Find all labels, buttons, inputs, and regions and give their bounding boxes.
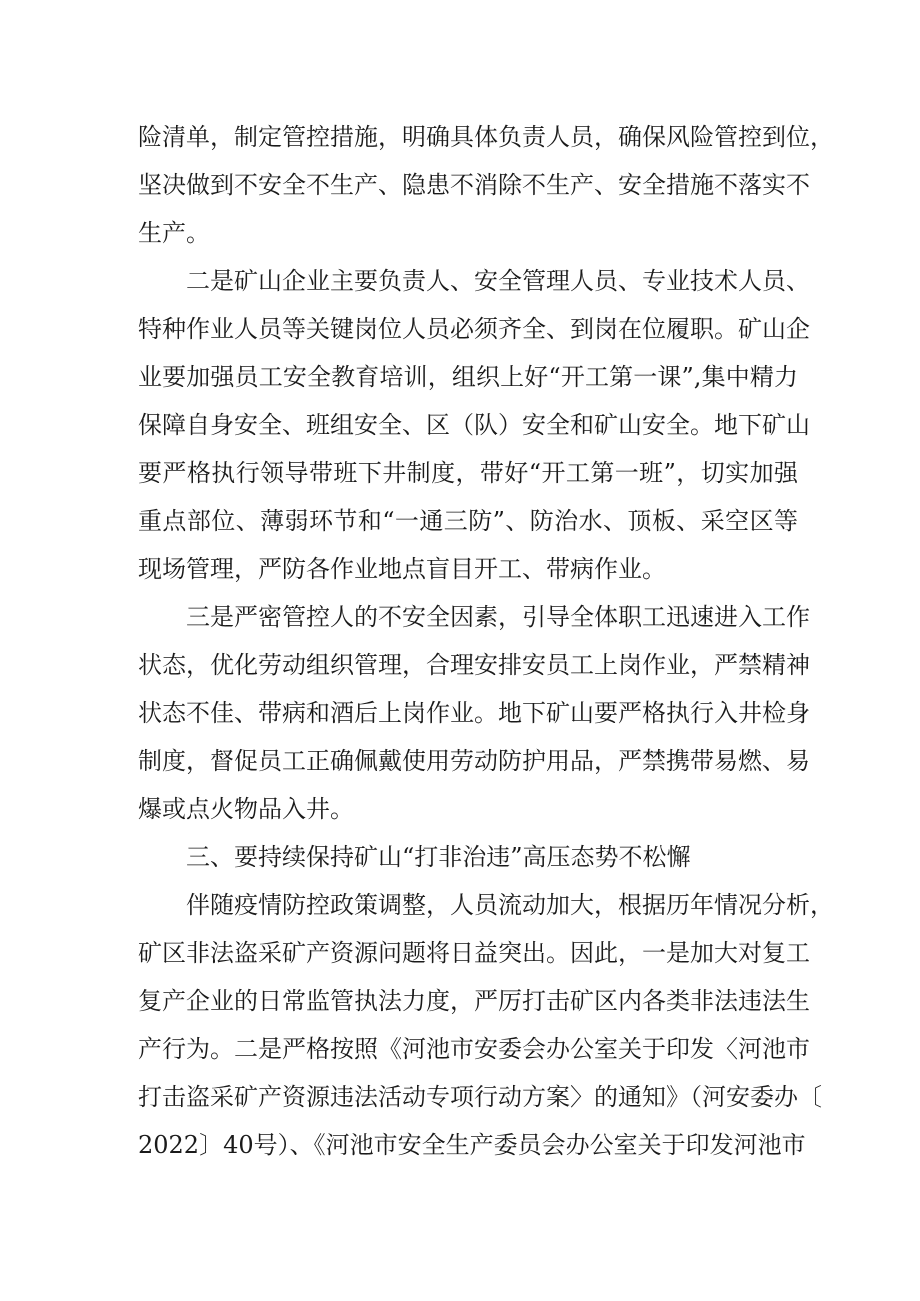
text-line: 二是矿山企业主要负责人、安全管理人员、专业技术人员、 [186, 267, 810, 295]
text-line: 重点部位、薄弱环节和“一通三防”、防治水、顶板、采空区等 [138, 507, 798, 535]
text-line: 矿区非法盗采矿产资源问题将日益突出。因此，一是加大对复工 [138, 939, 810, 967]
text-line: 业要加强员工安全教育培训，组织上好“开工第一课”,集中精力 [138, 363, 798, 391]
text-line: 险清单，制定管控措施，明确具体负责人员，确保风险管控到位， [138, 123, 834, 151]
section-heading: 三、要持续保持矿山“打非治违”高压态势不松懈 [186, 843, 691, 871]
text-line: 状态不佳、带病和酒后上岗作业。地下矿山要严格执行入井检身 [138, 699, 810, 727]
text-line: 2022〕40号）、《河池市安全生产委员会办公室关于印发河池市 [138, 1131, 806, 1159]
text-line: 复产企业的日常监管执法力度，严厉打击矿区内各类非法违法生 [138, 987, 810, 1015]
text-line: 伴随疫情防控政策调整，人员流动加大，根据历年情况分析， [186, 891, 834, 919]
text-line: 产行为。二是严格按照《河池市安委会办公室关于印发〈河池市 [138, 1035, 810, 1063]
text-line: 生产。 [138, 219, 210, 247]
text-line: 保障自身安全、班组安全、区（队）安全和矿山安全。地下矿山 [138, 411, 810, 439]
text-line: 坚决做到不安全不生产、隐患不消除不生产、安全措施不落实不 [138, 171, 810, 199]
text-line: 要严格执行领导带班下井制度，带好“开工第一班”，切实加强 [138, 459, 798, 487]
text-line: 爆或点火物品入井。 [138, 795, 354, 823]
text-line: 现场管理，严防各作业地点盲目开工、带病作业。 [138, 555, 666, 583]
text-line: 特种作业人员等关键岗位人员必须齐全、到岗在位履职。矿山企 [138, 315, 810, 343]
text-line: 状态，优化劳动组织管理，合理安排安员工上岗作业，严禁精神 [138, 651, 810, 679]
text-line: 打击盗采矿产资源违法活动专项行动方案〉的通知》（河安委办〔 [138, 1083, 822, 1111]
text-line: 三是严密管控人的不安全因素，引导全体职工迅速进入工作 [186, 603, 810, 631]
text-line: 制度，督促员工正确佩戴使用劳动防护用品，严禁携带易燃、易 [138, 747, 810, 775]
